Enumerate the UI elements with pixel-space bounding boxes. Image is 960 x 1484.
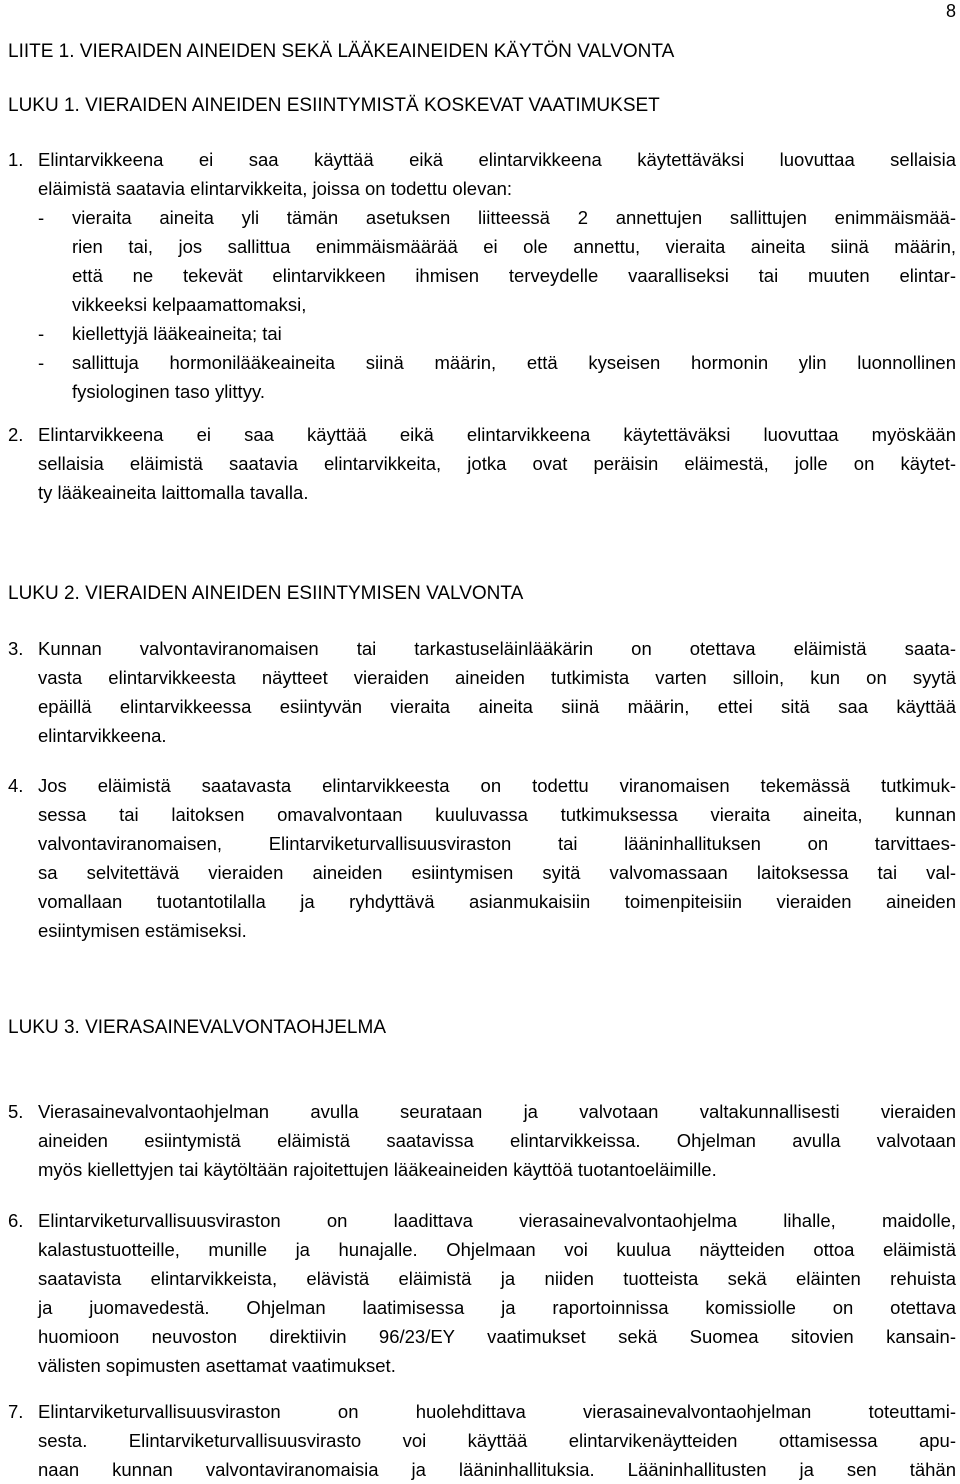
paragraph-line: sessa tai laitoksen omavalvontaan kuuluvassa tutkimuksessa vieraita aineita, kunnan [38, 804, 956, 825]
list-dash: - [38, 352, 45, 373]
paragraph-line: Kunnan valvontaviranomaisen tai tarkastuseläinlääkärin on otettava eläimistä saata- [38, 638, 956, 659]
paragraph-number: 5. [8, 1101, 24, 1122]
paragraph-line: esiintymisen estämiseksi. [38, 920, 247, 941]
list-item-line: vikkeeksi kelpaamattomaksi, [72, 294, 307, 315]
paragraph-line: välisten sopimusten asettamat vaatimukset. [38, 1355, 396, 1376]
list-item-line: kiellettyjä lääkeaineita; tai [72, 323, 282, 344]
list-dash: - [38, 207, 45, 228]
paragraph-line: naan kunnan valvontaviranomaisia ja lääninhallituksia. Lääninhallitusten ja sen tähän [38, 1459, 956, 1480]
paragraph-line: aineiden esiintymistä eläimistä saatavissa elintarvikkeissa. Ohjelman avulla valvotaan [38, 1130, 956, 1151]
list-item-line: fysiologinen taso ylittyy. [72, 381, 265, 402]
list-dash: - [38, 323, 45, 344]
paragraph-line: ty lääkeaineita laittomalla tavalla. [38, 482, 309, 503]
paragraph-3 [8, 634, 956, 750]
list-item [38, 348, 956, 406]
paragraph-number: 2. [8, 424, 24, 445]
list-item [38, 319, 956, 348]
paragraph-line: sellaisia eläimistä saatavia elintarvikkeita, jotka ovat peräisin eläimestä, jolle on käytet- [38, 453, 956, 474]
paragraph-number: 1. [8, 149, 24, 170]
paragraph-5 [8, 1097, 956, 1184]
paragraph-line: eläimistä saatavia elintarvikkeita, joissa on todettu olevan: [38, 178, 513, 199]
paragraph-line: myös kiellettyjen tai käytöltään rajoitettujen lääkeaineiden käyttöä tuotantoeläimille. [38, 1159, 717, 1180]
annex-title: LIITE 1. VIERAIDEN AINEIDEN SEKÄ LÄÄKEAINEIDEN KÄYTÖN VALVONTA [8, 41, 675, 62]
paragraph-line: Elintarviketurvallisuusviraston on huolehdittava vierasainevalvontaohjelman toteuttami- [38, 1401, 956, 1422]
paragraph-line: elintarvikkeena. [38, 725, 167, 746]
paragraph-line: sesta. Elintarviketurvallisuusvirasto voi käyttää elintarvikenäytteiden ottamisessa apu- [38, 1430, 956, 1451]
list-item-line: sallittuja hormonilääkeaineita siinä määrin, että kyseisen hormonin ylin luonnollinen [72, 352, 956, 373]
paragraph-line: vasta elintarvikkeesta näytteet vieraiden aineiden tutkimista varten silloin, kun on syytä [38, 667, 956, 688]
paragraph-line: ja juomavedestä. Ohjelman laatimisessa ja raportoinnissa komissiolle on otettava [38, 1297, 956, 1318]
paragraph-line: Vierasainevalvontaohjelman avulla seurataan ja valvotaan valtakunnallisesti vieraiden [38, 1101, 956, 1122]
paragraph-line: Jos eläimistä saatavasta elintarvikkeesta on todettu viranomaisen tekemässä tutkimuk- [38, 775, 956, 796]
paragraph-line: Elintarviketurvallisuusviraston on laadittava vierasainevalvontaohjelma lihalle, maidolle, [38, 1210, 956, 1231]
list-item-line: että ne tekevät elintarvikkeen ihmisen terveydelle vaaralliseksi tai muuten elintar- [72, 265, 956, 286]
paragraph-1 [8, 145, 956, 406]
paragraph-line: sa selvitettävä vieraiden aineiden esiintymisen syitä valvomassaan laitoksessa tai val- [38, 862, 956, 883]
list-item-line: vieraita aineita yli tämän asetuksen liitteessä 2 annettujen sallittujen enimmäismää- [72, 207, 956, 228]
list-item [38, 203, 956, 319]
paragraph-4 [8, 771, 956, 945]
page-number: 8 [945, 1, 956, 21]
paragraph-number: 3. [8, 638, 24, 659]
paragraph-6 [8, 1206, 956, 1380]
paragraph-2 [8, 420, 956, 507]
paragraph-line: Elintarvikkeena ei saa käyttää eikä elintarvikkeena käytettäväksi luovuttaa sellaisia [38, 149, 956, 170]
paragraph-line: valvontaviranomaisen, Elintarviketurvallisuusviraston tai lääninhallituksen on tarvittaes- [38, 833, 956, 854]
paragraph-line: Elintarvikkeena ei saa käyttää eikä elintarvikkeena käytettäväksi luovuttaa myöskään [38, 424, 956, 445]
paragraph-number: 7. [8, 1401, 24, 1422]
paragraph-line: epäillä elintarvikkeessa esiintyvän vieraita aineita siinä määrin, ettei sitä saa käyttää [38, 696, 956, 717]
chapter-2-title: LUKU 2. VIERAIDEN AINEIDEN ESIINTYMISEN VALVONTA [8, 583, 524, 604]
list-item-line: rien tai, jos sallittua enimmäismäärää ei ole annettu, vieraita aineita siinä määrin, [72, 236, 956, 257]
chapter-1-title: LUKU 1. VIERAIDEN AINEIDEN ESIINTYMISTÄ KOSKEVAT VAATIMUKSET [8, 95, 660, 116]
chapter-3-title: LUKU 3. VIERASAINEVALVONTAOHJELMA [8, 1017, 386, 1038]
paragraph-7 [8, 1397, 956, 1484]
paragraph-number: 6. [8, 1210, 24, 1231]
paragraph-line: vomallaan tuotantotilalla ja ryhdyttävä asianmukaisiin toimenpiteisiin vieraiden aineiden [38, 891, 956, 912]
paragraph-line: huomioon neuvoston direktiivin 96/23/EY vaatimukset sekä Suomea sitovien kansain- [38, 1326, 956, 1347]
paragraph-line: kalastustuotteille, munille ja hunajalle. Ohjelmaan voi kuulua näytteiden ottoa eläimistä [38, 1239, 956, 1260]
paragraph-number: 4. [8, 775, 24, 796]
paragraph-line: saatavista elintarvikkeista, elävistä eläimistä ja niiden tuotteista sekä eläinten rehuista [38, 1268, 956, 1289]
